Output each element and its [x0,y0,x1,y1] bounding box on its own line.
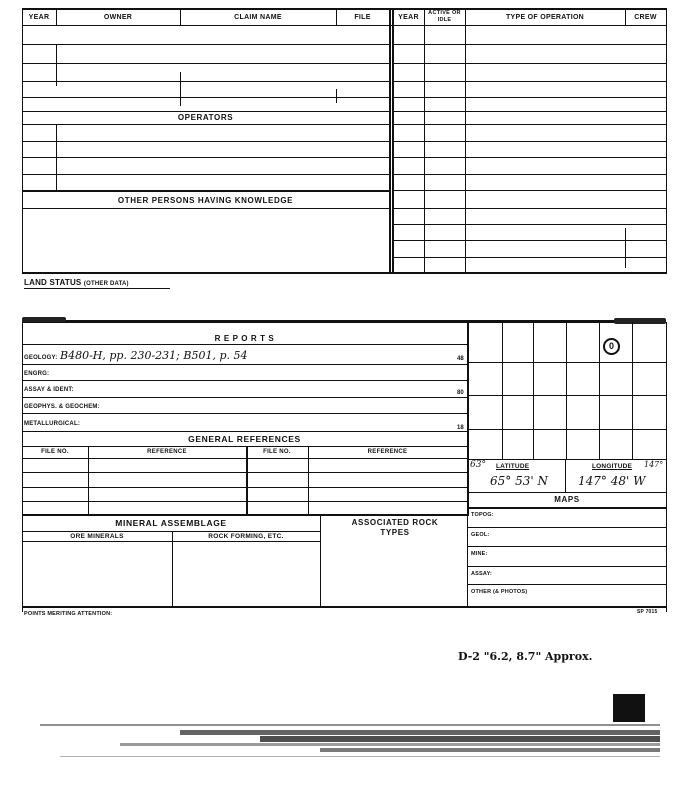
col-header-crew: CREW [634,14,657,21]
mineral-assemblage-title: MINERAL ASSEMBLAGE [115,518,227,528]
latitude-value: 65° 53' N [490,474,548,488]
circled-mark [603,338,620,355]
maps-geol: GEOL: [471,532,490,538]
land-status-text: LAND STATUS [24,278,82,287]
maps-title: MAPS [554,495,580,504]
geology-label: GEOLOGY: [24,355,58,361]
maps-mine: MINE: [471,551,488,557]
typed-note: D-2 "6.2, 8.7" Approx. [458,650,593,663]
col-header-owner: OWNER [103,14,133,21]
latitude-label: LATITUDE [496,463,530,470]
reports-title: R E P O R T S [214,334,275,343]
lat-prefix: 63° [470,460,486,470]
circled-mark-text: 0 [608,341,614,351]
geology-code: 48 [457,356,464,362]
longitude-value: 147° 48' W [578,474,646,488]
ref-header-reference-1: REFERENCE [147,449,187,455]
rock-forming-header: ROCK FORMING, ETC. [208,533,284,540]
form-number: SP 7015 [637,609,658,615]
operators-title: OPERATORS [177,113,234,122]
other-persons-title: OTHER PERSONS HAVING KNOWLEDGE [117,196,294,205]
ore-minerals-header: ORE MINERALS [70,533,124,540]
metallurgical-label: METALLURGICAL: [24,421,81,427]
lon-suffix: 147° [644,460,664,469]
associated-rock-title: ASSOCIATED ROCK TYPES [351,518,439,537]
engrg-label: ENGRG: [24,371,50,377]
maps-topog: TOPOG: [471,512,494,518]
geophys-label: GEOPHYS. & GEOCHEM: [24,404,100,410]
scan-artifact-block [613,694,645,722]
points-meriting-label: POINTS MERITING ATTENTION: [24,611,113,617]
col-header-file: FILE [354,14,371,21]
col-header-year-2: YEAR [398,14,419,21]
land-status-sub: (OTHER DATA) [83,281,129,287]
col-header-year: YEAR [28,14,50,21]
col-header-active-idle: ACTIVE OR IDLE [428,10,461,23]
col-header-claim-name: CLAIM NAME [234,14,282,21]
assay-ident-label: ASSAY & IDENT: [24,387,74,393]
maps-assay: ASSAY: [471,571,493,577]
ref-header-file-no-1: FILE NO. [41,449,69,455]
general-references-title: GENERAL REFERENCES [188,434,301,444]
assay-code: 80 [457,390,464,396]
col-header-type-of-operation: TYPE OF OPERATION [505,14,585,21]
ref-header-file-no-2: FILE NO. [263,449,291,455]
longitude-label: LONGITUDE [592,463,633,470]
ref-header-reference-2: REFERENCE [367,449,408,455]
geology-value: B480-H, pp. 230-231; B501, p. 54 [60,349,248,362]
maps-other: OTHER (& PHOTOS) [471,589,528,595]
metallurgical-code: 18 [457,425,464,431]
